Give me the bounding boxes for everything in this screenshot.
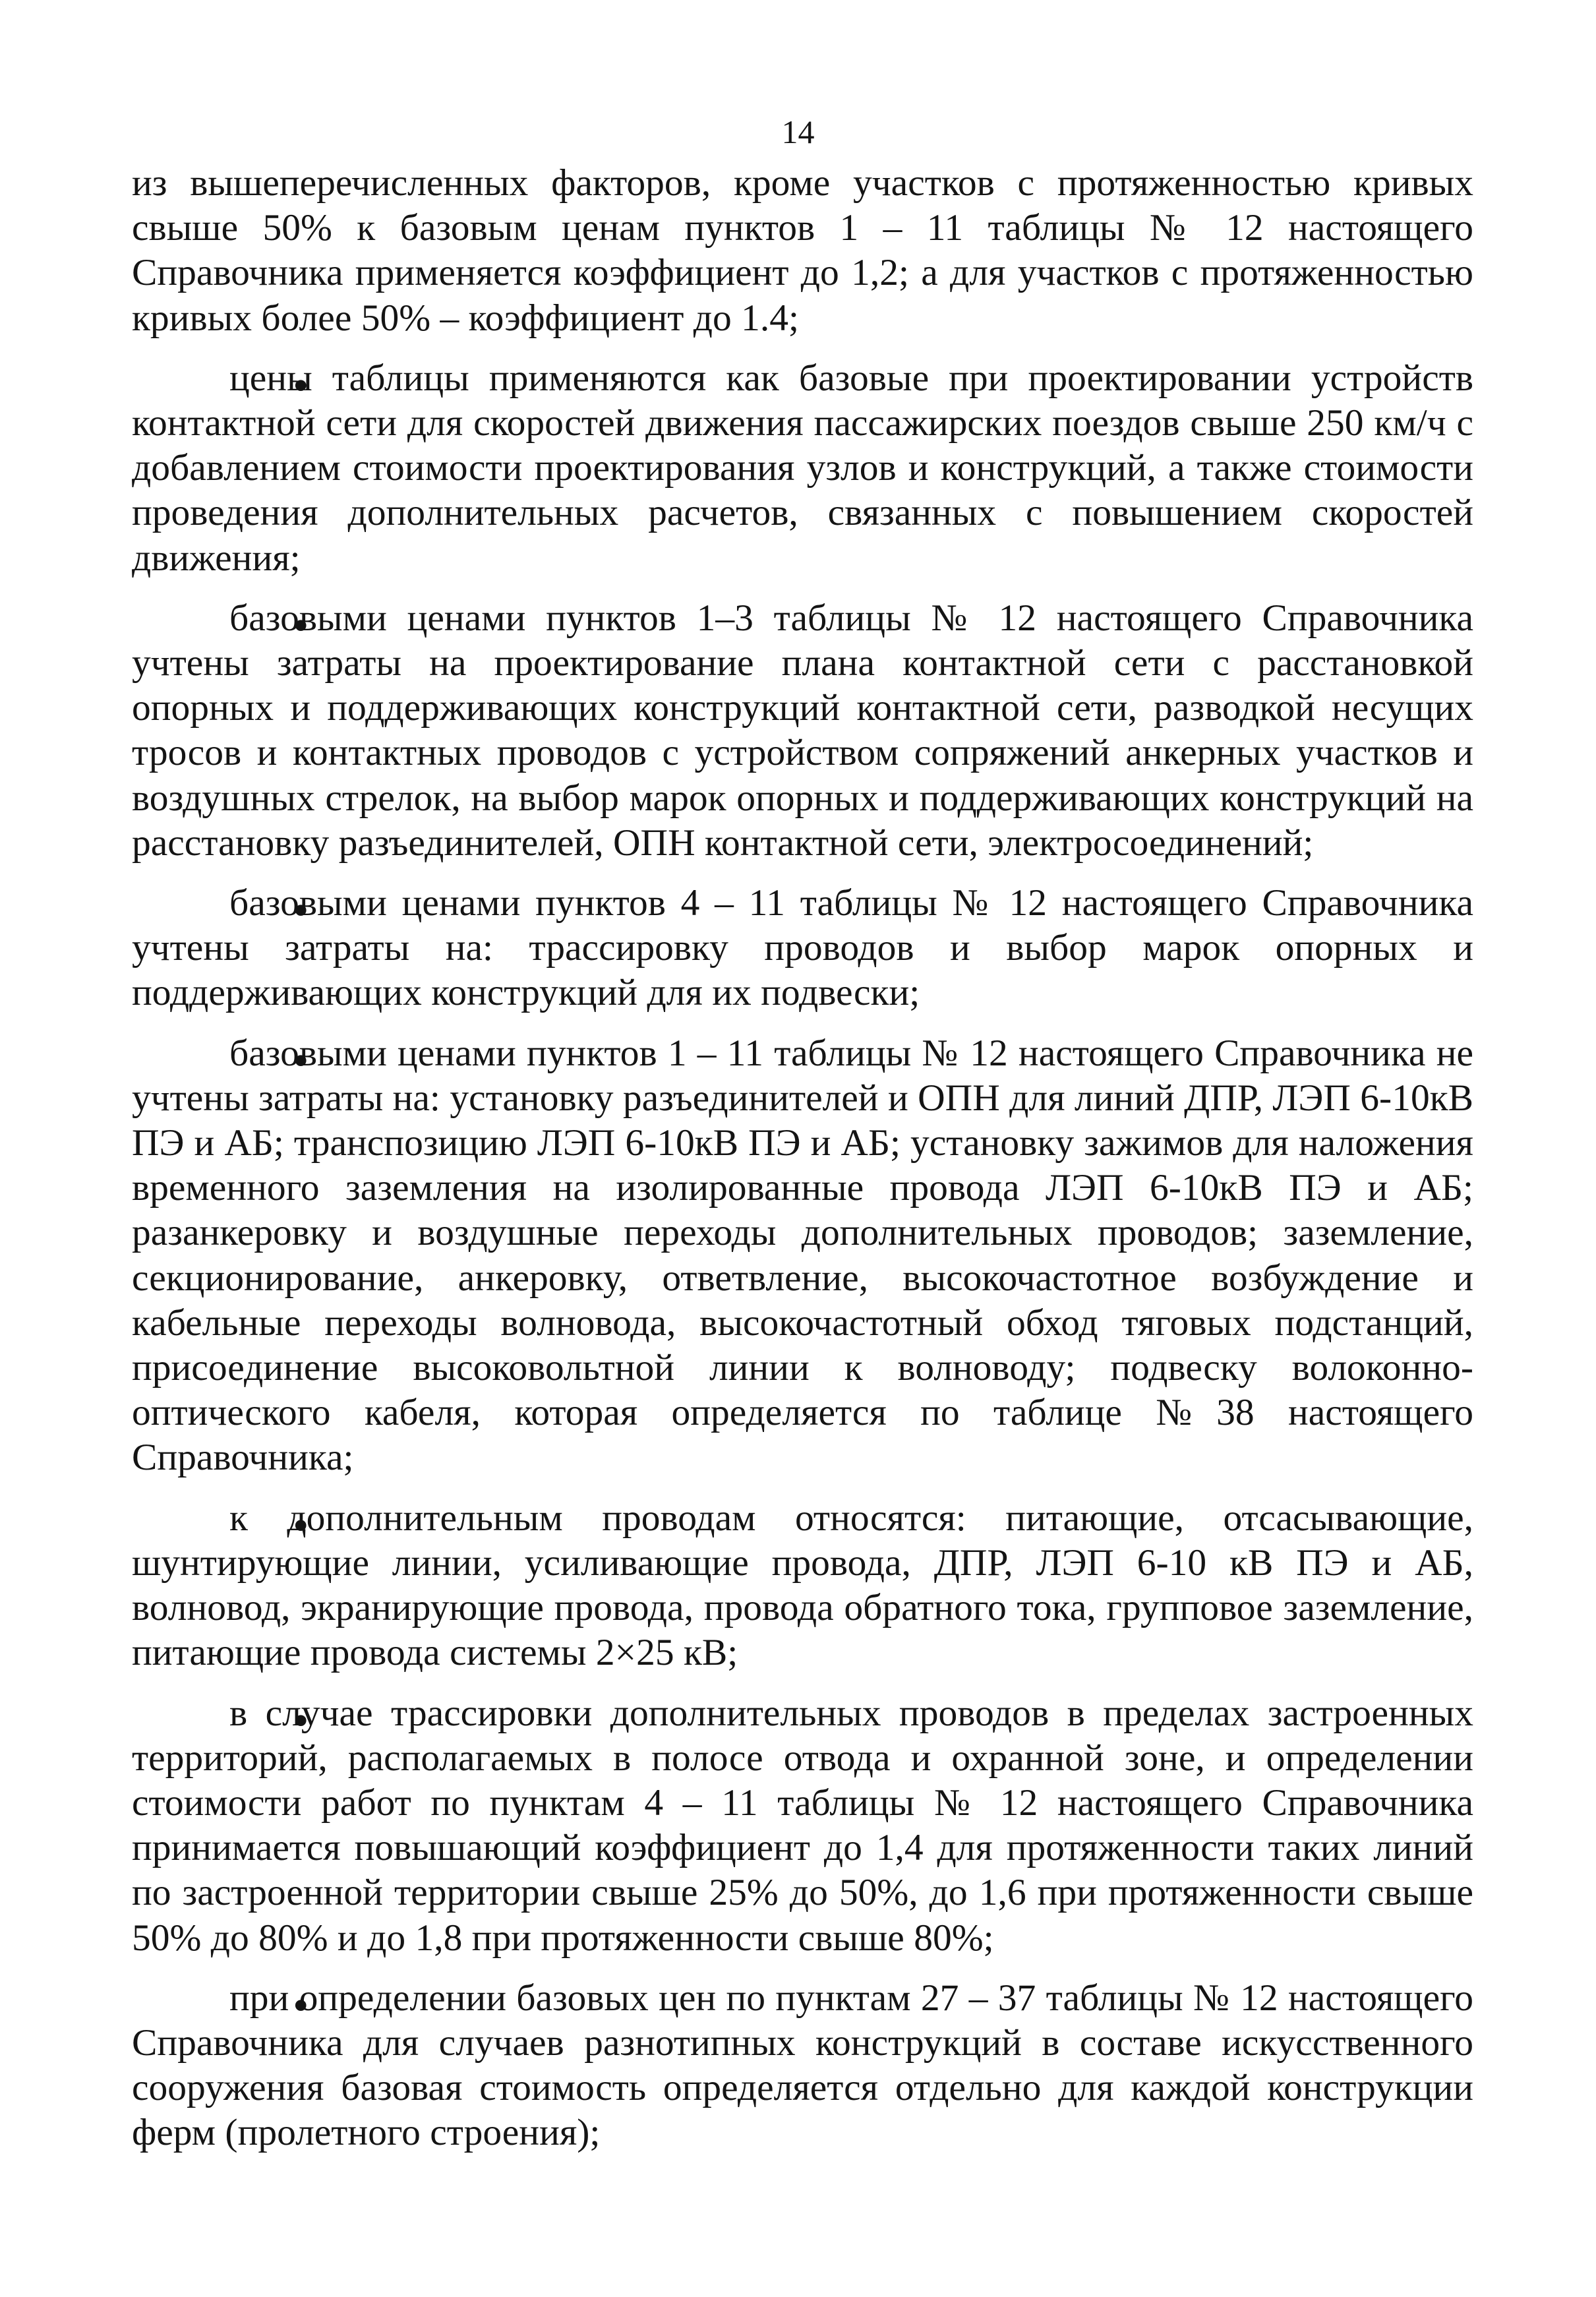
list-item bbox=[132, 1496, 1473, 1676]
page-number: 14 bbox=[781, 113, 815, 150]
paragraph-continuation bbox=[132, 161, 1473, 341]
list-item bbox=[132, 596, 1473, 866]
paragraph-text: из вышеперечисленных факторов, кроме участков с протяженностью кривых свыше 50% к базовым ценам пунктов 1 – 11 таблицы № 12 настоящего Справочника применяется коэффициент до 1,2; а для участков с протяженностью кривых более 50% – коэффициент до 1.4; bbox=[132, 162, 1473, 339]
list-item bbox=[132, 356, 1473, 581]
list-item bbox=[132, 1976, 1473, 2156]
list-item bbox=[132, 1031, 1473, 1481]
list-item-text: базовыми ценами пунктов 1–3 таблицы № 12 настоящего Справочника учтены затраты на проектирование плана контактной сети с расстановкой опорных и поддерживающих конструкций контактной сети, разводкой несущих тросов и контактных проводов с устройством сопряжений анкерных участков и воздушных стрелок, на выбор марок опорных и поддерживающих конструкций на расстановку разъединителей, ОПН контактной сети, электросоединений; bbox=[132, 597, 1473, 864]
list-item-text: базовыми ценами пунктов 1 – 11 таблицы № 12 настоящего Справочника не учтены затраты на: установку разъединителей и ОПН для линий ДПР, ЛЭП 6-10кВ ПЭ и АБ; транспозицию ЛЭП 6-10кВ ПЭ и АБ; установку зажимов для наложения временного заземления на изолированные провода ЛЭП 6-10кВ ПЭ и АБ; разанкеровку и воздушные переходы дополнительных проводов; заземление, секционирование, анкеровку, ответвление, высокочастотное возбуждение и кабельные переходы волновода, высокочастотный обход тяговых подстанций, присоединение высоковольтной линии к волноводу; подвеску волоконно-оптического кабеля, которая определяется по таблице №38 настоящего Справочника; bbox=[132, 1032, 1473, 1479]
document-body bbox=[132, 161, 1473, 2156]
list-item-text: при определении базовых цен по пунктам 27 – 37 таблицы № 12 настоящего Справочника для случаев разнотипных конструкций в составе искусственного сооружения базовая стоимость определяется отдельно для каждой конструкции ферм (пролетного строения); bbox=[132, 1977, 1473, 2154]
list-item bbox=[132, 881, 1473, 1016]
list-item bbox=[132, 1691, 1473, 1961]
list-item-text: к дополнительным проводам относятся: питающие, отсасывающие, шунтирующие линии, усиливающие провода, ДПР, ЛЭП 6-10 кВ ПЭ и АБ, волновод, экранирующие провода, провода обратного тока, групповое заземление, питающие провода системы 2×25 кВ; bbox=[132, 1497, 1473, 1674]
list-item-text: в случае трассировки дополнительных проводов в пределах застроенных территорий, располагаемых в полосе отвода и охранной зоне, и определении стоимости работ по пунктам 4 – 11 таблицы № 12 настоящего Справочника принимается повышающий коэффициент до 1,4 для протяженности таких линий по застроенной территории свыше 25% до 50%, до 1,6 при протяженности свыше 50% до 80% и до 1,8 при протяженности свыше 80%; bbox=[132, 1692, 1473, 1959]
list-item-text: базовыми ценами пунктов 4 – 11 таблицы № 12 настоящего Справочника учтены затраты на: трассировку проводов и выбор марок опорных и поддерживающих конструкций для их подвески; bbox=[132, 882, 1473, 1014]
list-item-text: цены таблицы применяются как базовые при проектировании устройств контактной сети для скоростей движения пассажирских поездов свыше 250 км/ч с добавлением стоимости проектирования узлов и конструкций, а также стоимости проведения дополнительных расчетов, связанных с повышением скоростей движения; bbox=[132, 357, 1473, 579]
